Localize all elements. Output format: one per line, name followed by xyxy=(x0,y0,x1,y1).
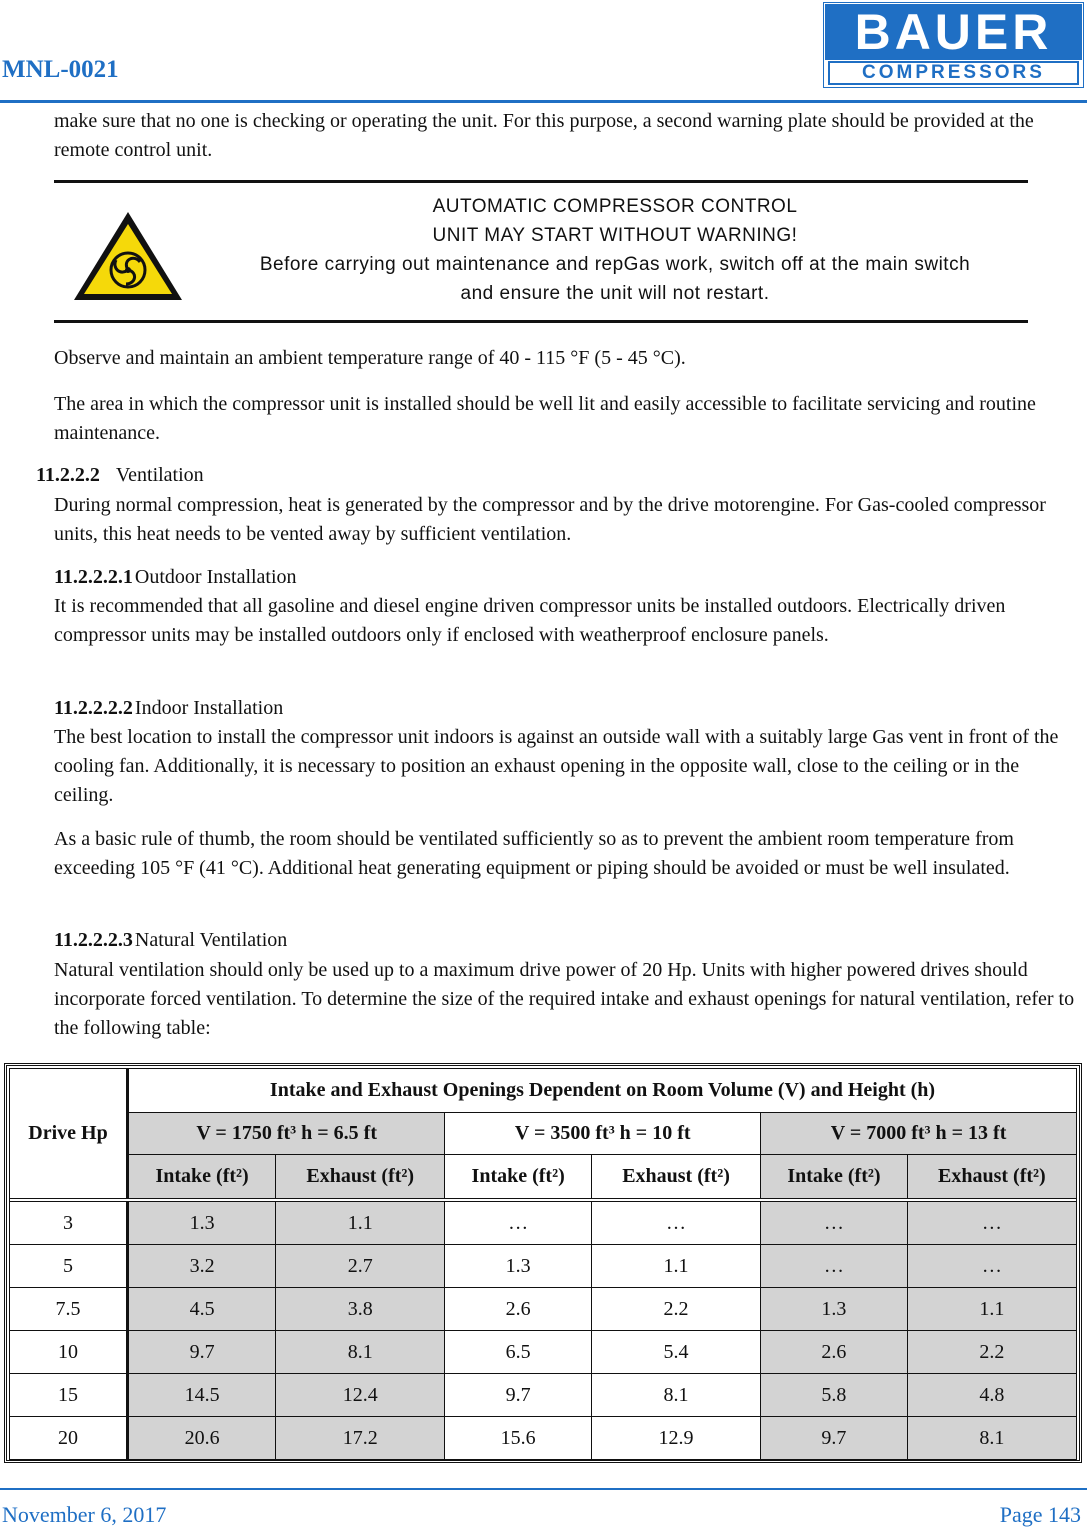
footer-rule xyxy=(0,1488,1087,1490)
table-row xyxy=(10,1374,1077,1417)
column-header: Exhaust (ft²) xyxy=(907,1155,1076,1199)
value-cell: 2.7 xyxy=(276,1245,445,1288)
value-cell: 12.9 xyxy=(591,1417,760,1460)
column-header: Intake (ft²) xyxy=(128,1155,276,1199)
table-row xyxy=(10,1245,1077,1288)
ventilation-table-frame xyxy=(4,1063,1082,1463)
value-cell: 3.8 xyxy=(276,1288,445,1331)
indoor-paragraph: The best location to install the compressor unit indoors is against an outside wall with a suitably large Gas vent in front of the cooling fan. Additionally, it is necessary to position an exhaust opening in the opposite wall, close to the ceiling or in the ceiling. xyxy=(54,726,1059,806)
section-number: 11.2.2.2.2 xyxy=(54,697,133,719)
value-cell: 6.5 xyxy=(445,1331,592,1374)
column-header: Exhaust (ft²) xyxy=(276,1155,445,1199)
volume-header-3: V = 7000 ft³ h = 13 ft xyxy=(761,1113,1077,1155)
value-cell: … xyxy=(761,1202,908,1245)
value-cell: 1.3 xyxy=(128,1202,276,1245)
outdoor-paragraph: It is recommended that all gasoline and diesel engine driven compressor units be installed outdoors. Electrically driven compressor units may be installed outdoors only if enclosed with weatherproof enclosure panels. xyxy=(54,595,1006,646)
section-heading-ventilation xyxy=(36,461,204,490)
hp-cell: 5 xyxy=(10,1245,128,1288)
value-cell: 15.6 xyxy=(445,1417,592,1460)
section-title: Indoor Installation xyxy=(134,697,284,719)
value-cell: 2.2 xyxy=(907,1331,1076,1374)
table-row xyxy=(10,1202,1077,1245)
hp-cell: 7.5 xyxy=(10,1288,128,1331)
section-number: 11.2.2.2.3 xyxy=(54,929,133,951)
volume-header-2: V = 3500 ft³ h = 10 ft xyxy=(445,1113,761,1155)
volume-header-1: V = 1750 ft³ h = 6.5 ft xyxy=(128,1113,445,1155)
value-cell: 1.1 xyxy=(591,1245,760,1288)
value-cell: … xyxy=(761,1245,908,1288)
ventilation-paragraph: During normal compression, heat is generated by the compressor and by the drive motorengine. For Gas-cooled compressor units, this heat needs to be vented away by sufficient ventilation. xyxy=(54,494,1046,545)
value-cell: 5.4 xyxy=(591,1331,760,1374)
warning-text xyxy=(204,192,1026,308)
ambient-paragraph: Observe and maintain an ambient temperature range of 40 - 115 °F (5 - 45 °C). xyxy=(54,347,686,369)
value-cell: 14.5 xyxy=(128,1374,276,1417)
warning-body-2: and ensure the unit will not restart. xyxy=(460,283,770,304)
column-header: Intake (ft²) xyxy=(761,1155,908,1199)
value-cell: 2.2 xyxy=(591,1288,760,1331)
value-cell: 9.7 xyxy=(761,1417,908,1460)
value-cell: 9.7 xyxy=(445,1374,592,1417)
value-cell: 4.5 xyxy=(128,1288,276,1331)
footer-date: November 6, 2017 xyxy=(2,1502,167,1527)
intro-paragraph: make sure that no one is checking or operating the unit. For this purpose, a second warning plate should be provided at the remote control unit. xyxy=(54,110,1034,161)
main-header: Intake and Exhaust Openings Dependent on Room Volume (V) and Height (h) xyxy=(128,1069,1077,1113)
warning-bottom-rule xyxy=(54,320,1028,323)
hp-cell: 20 xyxy=(10,1417,128,1460)
value-cell: 2.6 xyxy=(761,1331,908,1374)
value-cell: … xyxy=(907,1245,1076,1288)
section-title: Ventilation xyxy=(115,464,204,486)
table-row xyxy=(10,1288,1077,1331)
warning-title-2: UNIT MAY START WITHOUT WARNING! xyxy=(432,225,798,246)
value-cell: 12.4 xyxy=(276,1374,445,1417)
value-cell: 3.2 xyxy=(128,1245,276,1288)
drive-hp-header: Drive Hp xyxy=(10,1069,128,1199)
value-cell: 8.1 xyxy=(276,1331,445,1374)
hp-cell: 15 xyxy=(10,1374,128,1417)
value-cell: 9.7 xyxy=(128,1331,276,1374)
value-cell: 20.6 xyxy=(128,1417,276,1460)
value-cell: 5.8 xyxy=(761,1374,908,1417)
value-cell: … xyxy=(445,1202,592,1245)
value-cell: 1.3 xyxy=(761,1288,908,1331)
warning-top-rule xyxy=(54,180,1028,183)
value-cell: 1.1 xyxy=(276,1202,445,1245)
logo-subtitle: COMPRESSORS xyxy=(828,61,1079,85)
column-header: Exhaust (ft²) xyxy=(591,1155,760,1199)
value-cell: 1.3 xyxy=(445,1245,592,1288)
area-paragraph: The area in which the compressor unit is installed should be well lit and easily accessible to facilitate servicing and routine maintenance. xyxy=(54,393,1036,444)
table-row xyxy=(10,1417,1077,1460)
section-number: 11.2.2.2.1 xyxy=(54,566,133,588)
logo-wordmark: BAUER xyxy=(825,4,1082,60)
section-heading-outdoor xyxy=(54,563,297,592)
section-number: 11.2.2.2 xyxy=(36,464,100,486)
value-cell: 8.1 xyxy=(907,1417,1076,1460)
value-cell: … xyxy=(907,1202,1076,1245)
section-heading-natural xyxy=(54,926,287,955)
section-title: Natural Ventilation xyxy=(134,929,288,951)
value-cell: 2.6 xyxy=(445,1288,592,1331)
hp-cell: 3 xyxy=(10,1202,128,1245)
value-cell: 4.8 xyxy=(907,1374,1076,1417)
footer-page-number: Page 143 xyxy=(999,1502,1081,1527)
rotating-fan-warning-icon xyxy=(72,210,184,302)
header-rule xyxy=(0,100,1087,103)
section-heading-indoor xyxy=(54,694,283,723)
value-cell: 17.2 xyxy=(276,1417,445,1460)
document-code: MNL-0021 xyxy=(2,56,119,83)
bauer-logo xyxy=(823,2,1084,88)
section-title: Outdoor Installation xyxy=(134,566,297,588)
hp-cell: 10 xyxy=(10,1331,128,1374)
value-cell: … xyxy=(591,1202,760,1245)
natural-paragraph: Natural ventilation should only be used up to a maximum drive power of 20 Hp. Units with higher powered drives should incorporate forced ventilation. To determine the size of the required intake and exhaust openings for natural ventilation, refer to the following table: xyxy=(54,959,1075,1039)
column-header: Intake (ft²) xyxy=(445,1155,592,1199)
value-cell: 8.1 xyxy=(591,1374,760,1417)
table-row xyxy=(10,1331,1077,1374)
ventilation-table xyxy=(9,1068,1077,1460)
value-cell: 1.1 xyxy=(907,1288,1076,1331)
warning-body-1: Before carrying out maintenance and repGas work, switch off at the main switch xyxy=(259,254,971,275)
indoor-paragraph-2: As a basic rule of thumb, the room should be ventilated sufficiently so as to prevent the ambient room temperature from exceeding 105 °F (41 °C). Additional heat generating equipment or piping should be avoided or must be well insulated. xyxy=(54,828,1014,879)
warning-title-1: AUTOMATIC COMPRESSOR CONTROL xyxy=(432,196,798,217)
